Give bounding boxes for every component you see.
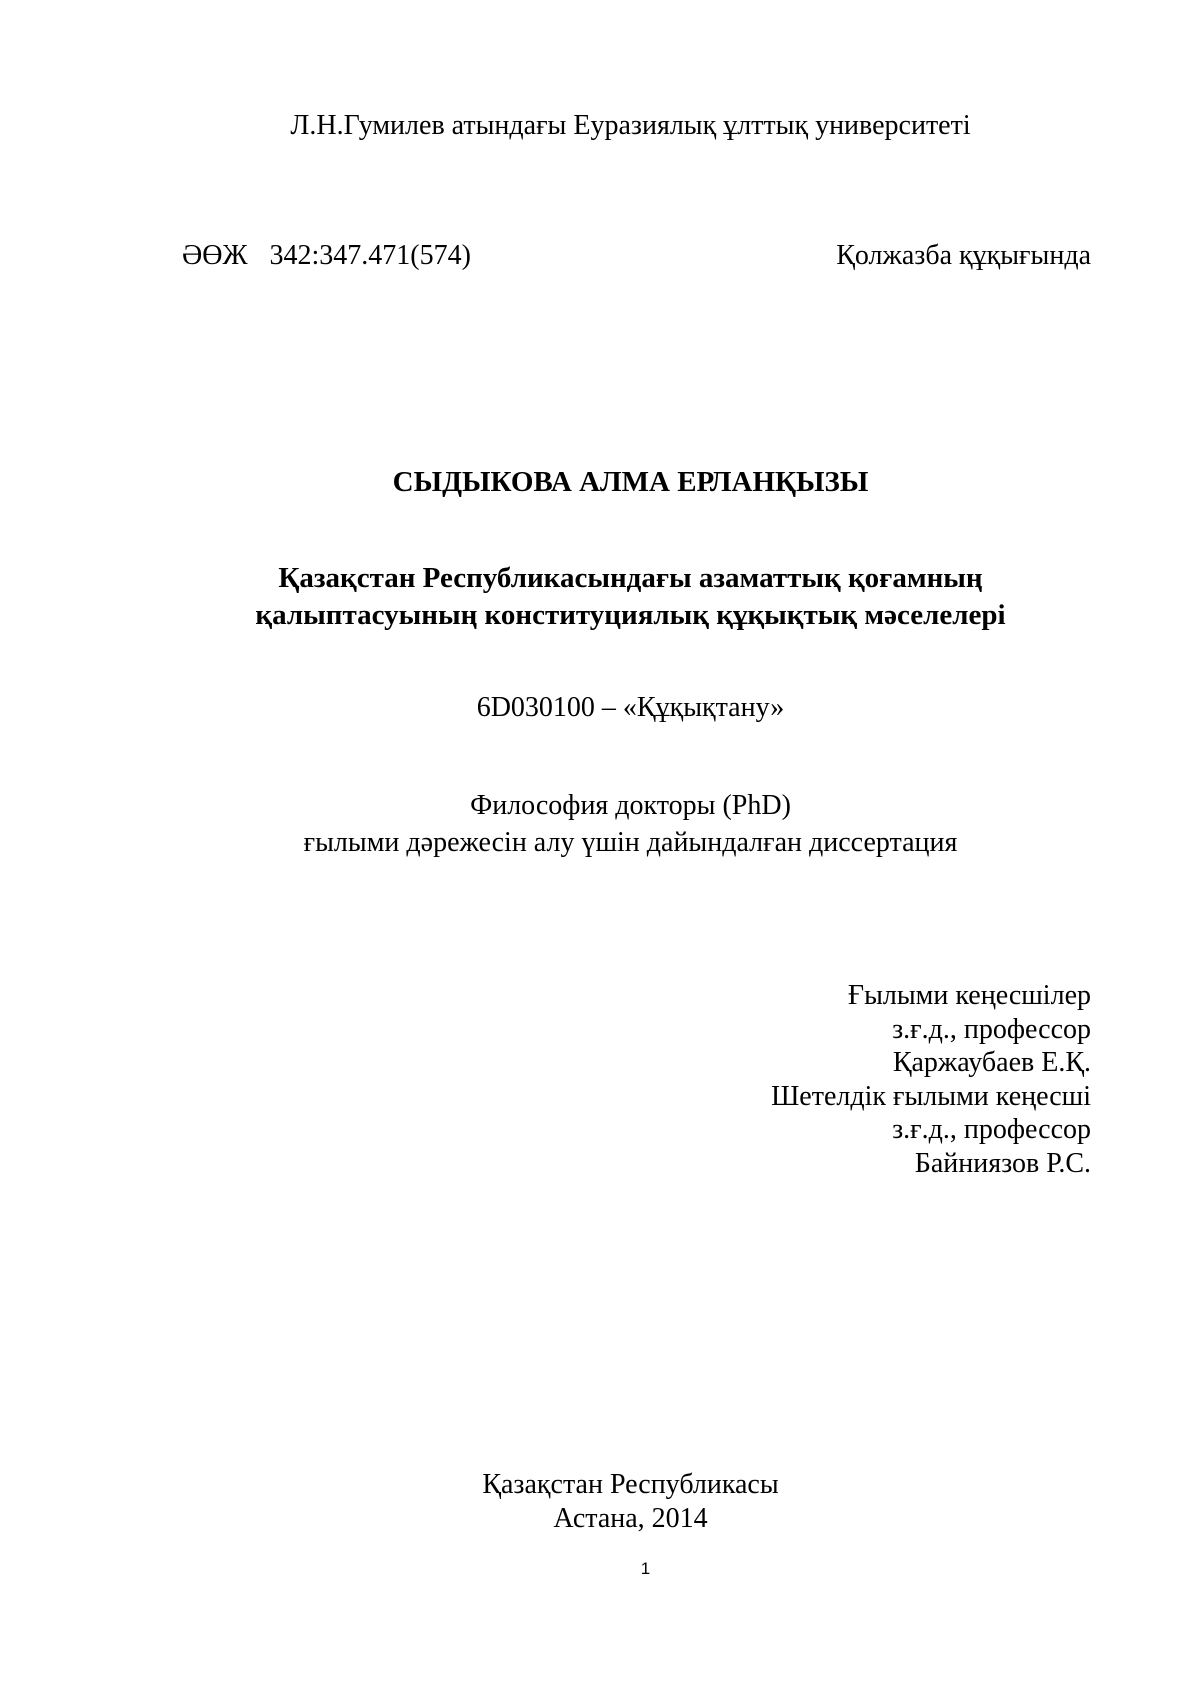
foreign-advisor-heading: Шетелдік ғылыми кеңесші <box>771 1080 1091 1112</box>
advisor-1-name: Қаржаубаев Е.Қ. <box>892 1047 1091 1079</box>
footer-block <box>170 1468 1091 1536</box>
advisor-2-name: Байниязов Р.С. <box>914 1147 1091 1179</box>
manuscript-note: Қолжазба құқығында <box>836 240 1091 271</box>
advisor-1-degree: з.ғ.д., профессор <box>892 1013 1091 1045</box>
country-line: Қазақстан Республикасы <box>482 1469 779 1500</box>
degree-statement <box>170 787 1091 861</box>
specialty-code: 6D030100 – «Құқықтану» <box>476 692 785 723</box>
title-line-1: Қазақстан Республикасындағы азаматтық қоғамның <box>278 562 983 594</box>
university-name: Л.Н.Гумилев атындағы Еуразиялық ұлттық университеті <box>290 110 971 141</box>
degree-line-2: ғылыми дәрежесін алу үшін дайындалған диссертация <box>303 827 958 858</box>
udc-left <box>182 238 471 274</box>
page-number: 1 <box>640 1559 651 1578</box>
udc-row <box>182 238 1091 274</box>
degree-line-1: Философия докторы (PhD) <box>470 790 791 821</box>
advisor-2-degree: з.ғ.д., профессор <box>892 1114 1091 1146</box>
dissertation-title <box>170 560 1091 634</box>
advisors-block <box>170 979 1091 1181</box>
udc-label: ӘӨЖ <box>182 240 248 271</box>
title-line-2: қалыптасуының конституциялық құқықтық мәселелері <box>255 599 1006 631</box>
city-year-line: Астана, 2014 <box>553 1503 708 1534</box>
udc-number: 342:347.471(574) <box>269 240 471 271</box>
author-name: СЫДЫКОВА АЛМА ЕРЛАНҚЫЗЫ <box>392 466 869 498</box>
advisors-heading: Ғылыми кеңесшілер <box>847 980 1091 1011</box>
